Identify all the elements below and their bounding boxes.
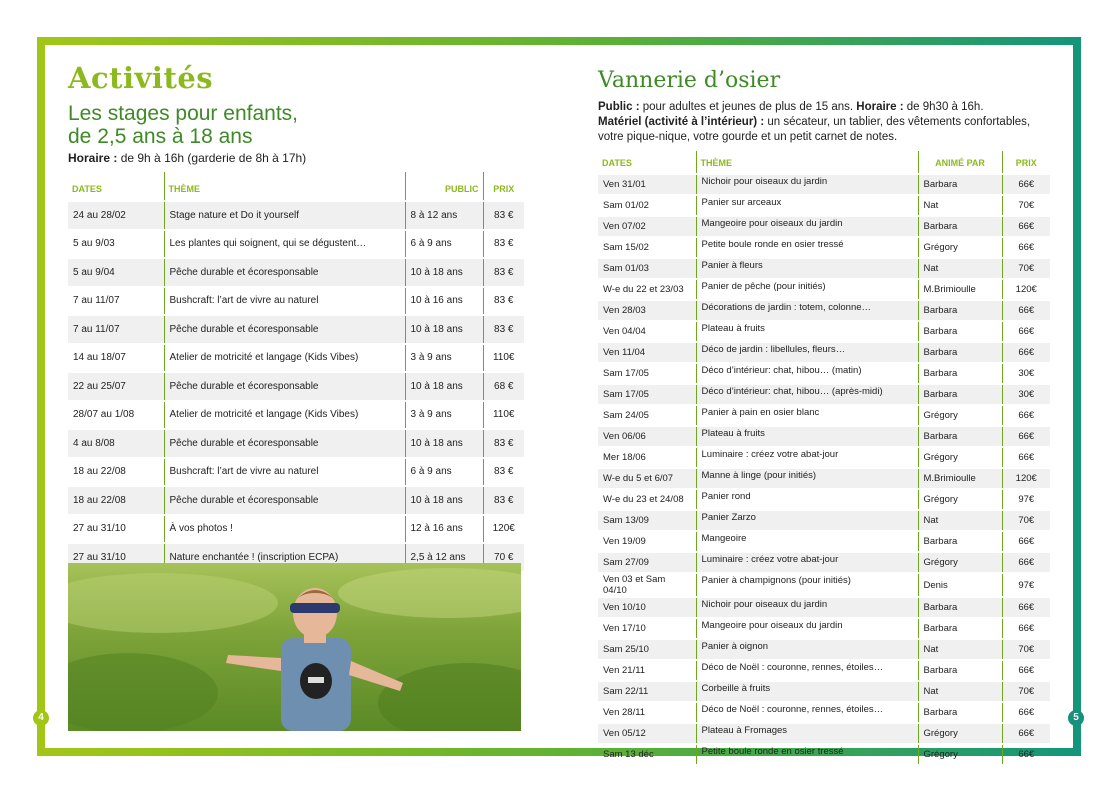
anime-cell: Grégory xyxy=(918,723,1002,744)
dates-cell: Sam 22/11 xyxy=(598,681,696,702)
theme-cell: Luminaire : créez votre abat-jour xyxy=(696,447,918,468)
dates-cell: Sam 13/09 xyxy=(598,510,696,531)
anime-cell: Denis xyxy=(918,573,1002,597)
dates-cell: Ven 31/01 xyxy=(598,174,696,195)
theme-cell: Panier à oignon xyxy=(696,639,918,660)
public-cell: 6 à 9 ans xyxy=(405,230,483,259)
dates-cell: 22 au 25/07 xyxy=(68,372,164,401)
prix-cell: 110€ xyxy=(483,401,524,430)
dates-cell: Sam 24/05 xyxy=(598,405,696,426)
prix-cell: 66€ xyxy=(1002,660,1050,681)
theme-cell: Manne à linge (pour initiés) xyxy=(696,468,918,489)
anime-cell: Barbara xyxy=(918,597,1002,618)
header-public: PUBLIC xyxy=(405,172,483,201)
dates-cell: Sam 17/05 xyxy=(598,363,696,384)
anime-cell: Barbara xyxy=(918,384,1002,405)
prix-cell: 70 € xyxy=(483,543,524,571)
theme-cell: Mangeoire xyxy=(696,531,918,552)
theme-cell: Plateau à Fromages xyxy=(696,723,918,744)
prix-cell: 66€ xyxy=(1002,552,1050,573)
theme-cell: Luminaire : créez votre abat-jour xyxy=(696,552,918,573)
anime-cell: Barbara xyxy=(918,174,1002,195)
prix-cell: 66€ xyxy=(1002,321,1050,342)
anime-cell: Nat xyxy=(918,510,1002,531)
dates-cell: Ven 06/06 xyxy=(598,426,696,447)
table-row xyxy=(598,660,1050,681)
dates-cell: Sam 01/02 xyxy=(598,195,696,216)
theme-cell: Pêche durable et écoresponsable xyxy=(164,486,405,515)
header-theme: THÈME xyxy=(164,172,405,201)
stages-schedule-text: de 9h à 16h (garderie de 8h à 17h) xyxy=(117,151,307,165)
anime-cell: Barbara xyxy=(918,618,1002,639)
prix-cell: 70€ xyxy=(1002,510,1050,531)
theme-cell: Petite boule ronde en osier tressé xyxy=(696,744,918,764)
theme-cell: Panier rond xyxy=(696,489,918,510)
dates-cell: 14 au 18/07 xyxy=(68,344,164,373)
dates-cell: Ven 17/10 xyxy=(598,618,696,639)
prix-cell: 120€ xyxy=(483,515,524,544)
public-label: Public : xyxy=(598,101,640,113)
table-row xyxy=(598,279,1050,300)
table-row xyxy=(598,174,1050,195)
theme-cell: Panier à champignons (pour initiés) xyxy=(696,573,918,597)
prix-cell: 66€ xyxy=(1002,618,1050,639)
prix-cell: 30€ xyxy=(1002,363,1050,384)
theme-cell: Pêche durable et écoresponsable xyxy=(164,258,405,287)
table-row xyxy=(598,468,1050,489)
table-row xyxy=(598,237,1050,258)
anime-cell: Barbara xyxy=(918,300,1002,321)
anime-cell: Barbara xyxy=(918,426,1002,447)
dates-cell: 24 au 28/02 xyxy=(68,201,164,230)
table-row xyxy=(68,258,524,287)
stages-schedule xyxy=(68,151,524,166)
table-row xyxy=(598,510,1050,531)
table-row xyxy=(598,363,1050,384)
dates-cell: Ven 07/02 xyxy=(598,216,696,237)
table-row xyxy=(598,744,1050,764)
table-row xyxy=(598,702,1050,723)
prix-cell: 83 € xyxy=(483,287,524,316)
header-prix: PRIX xyxy=(493,184,515,194)
left-page xyxy=(68,60,524,571)
table-row xyxy=(598,681,1050,702)
dates-cell: Ven 19/09 xyxy=(598,531,696,552)
dates-cell: W-e du 23 et 24/08 xyxy=(598,489,696,510)
dates-cell: Ven 28/03 xyxy=(598,300,696,321)
prix-cell: 120€ xyxy=(1002,279,1050,300)
header-anime-par: ANIMÉ PAR xyxy=(918,151,1002,174)
table-row xyxy=(68,372,524,401)
prix-cell: 66€ xyxy=(1002,216,1050,237)
theme-cell: Atelier de motricité et langage (Kids Vibes) xyxy=(164,401,405,430)
theme-cell: À vos photos ! xyxy=(164,515,405,544)
dates-cell: W-e du 22 et 23/03 xyxy=(598,279,696,300)
anime-cell: Nat xyxy=(918,195,1002,216)
table-row xyxy=(68,486,524,515)
table-row xyxy=(68,515,524,544)
prix-cell: 66€ xyxy=(1002,426,1050,447)
vannerie-table-header xyxy=(598,151,1050,174)
page-number-right: 5 xyxy=(1068,710,1084,726)
dates-cell: 18 au 22/08 xyxy=(68,486,164,515)
dates-cell: 5 au 9/03 xyxy=(68,230,164,259)
theme-cell: Stage nature et Do it yourself xyxy=(164,201,405,230)
dates-cell: 28/07 au 1/08 xyxy=(68,401,164,430)
theme-cell: Déco de Noël : couronne, rennes, étoiles… xyxy=(696,702,918,723)
dates-cell: 18 au 22/08 xyxy=(68,458,164,487)
table-row xyxy=(598,384,1050,405)
anime-cell: Barbara xyxy=(918,216,1002,237)
prix-cell: 66€ xyxy=(1002,702,1050,723)
prix-cell: 70€ xyxy=(1002,681,1050,702)
table-row xyxy=(598,447,1050,468)
table-row xyxy=(598,597,1050,618)
dates-cell: 7 au 11/07 xyxy=(68,287,164,316)
theme-cell: Pêche durable et écoresponsable xyxy=(164,429,405,458)
dates-cell: 4 au 8/08 xyxy=(68,429,164,458)
theme-cell: Atelier de motricité et langage (Kids Vibes) xyxy=(164,344,405,373)
theme-cell: Panier sur arceaux xyxy=(696,195,918,216)
table-row xyxy=(68,401,524,430)
dates-cell: Sam 25/10 xyxy=(598,639,696,660)
public-cell: 10 à 18 ans xyxy=(405,372,483,401)
anime-cell: Barbara xyxy=(918,702,1002,723)
stages-subtitle-line-2: de 2,5 ans à 18 ans xyxy=(68,125,253,148)
theme-cell: Décorations de jardin : totem, colonne… xyxy=(696,300,918,321)
materiel-label: Matériel (activité à l’intérieur) : xyxy=(598,116,765,128)
theme-cell: Déco de jardin : libellules, fleurs… xyxy=(696,342,918,363)
anime-cell: Barbara xyxy=(918,531,1002,552)
theme-cell: Plateau à fruits xyxy=(696,426,918,447)
prix-cell: 120€ xyxy=(1002,468,1050,489)
dates-cell: Sam 15/02 xyxy=(598,237,696,258)
prix-cell: 66€ xyxy=(1002,597,1050,618)
table-row xyxy=(68,429,524,458)
public-cell: 8 à 12 ans xyxy=(405,201,483,230)
table-row xyxy=(68,315,524,344)
prix-cell: 66€ xyxy=(1002,300,1050,321)
vannerie-table xyxy=(598,151,1050,764)
anime-cell: Grégory xyxy=(918,447,1002,468)
theme-cell: Déco de Noël : couronne, rennes, étoiles… xyxy=(696,660,918,681)
anime-cell: M.Brimioulle xyxy=(918,468,1002,489)
horaire-label: Horaire : xyxy=(856,101,904,113)
prix-cell: 70€ xyxy=(1002,195,1050,216)
dates-cell: Ven 10/10 xyxy=(598,597,696,618)
theme-cell: Mangeoire pour oiseaux du jardin xyxy=(696,216,918,237)
photo-illustration xyxy=(68,563,521,731)
dates-cell: Ven 04/04 xyxy=(598,321,696,342)
prix-cell: 66€ xyxy=(1002,237,1050,258)
anime-cell: Nat xyxy=(918,681,1002,702)
theme-cell: Petite boule ronde en osier tressé xyxy=(696,237,918,258)
prix-cell: 83 € xyxy=(483,458,524,487)
theme-cell: Panier Zarzo xyxy=(696,510,918,531)
dates-cell: Mer 18/06 xyxy=(598,447,696,468)
anime-cell: Grégory xyxy=(918,552,1002,573)
anime-cell: Barbara xyxy=(918,363,1002,384)
anime-cell: Grégory xyxy=(918,237,1002,258)
public-text: pour adultes et jeunes de plus de 15 ans. xyxy=(639,101,857,113)
header-dates: DATES xyxy=(598,151,696,174)
table-row xyxy=(598,258,1050,279)
prix-cell: 66€ xyxy=(1002,531,1050,552)
public-cell: 3 à 9 ans xyxy=(405,401,483,430)
theme-cell: Panier à fleurs xyxy=(696,258,918,279)
table-row xyxy=(598,639,1050,660)
theme-cell: Corbeille à fruits xyxy=(696,681,918,702)
prix-cell: 66€ xyxy=(1002,342,1050,363)
public-cell: 10 à 18 ans xyxy=(405,429,483,458)
theme-cell: Déco d’intérieur: chat, hibou… (matin) xyxy=(696,363,918,384)
theme-cell: Plateau à fruits xyxy=(696,321,918,342)
theme-cell: Pêche durable et écoresponsable xyxy=(164,315,405,344)
prix-cell: 66€ xyxy=(1002,174,1050,195)
anime-cell: Grégory xyxy=(918,744,1002,764)
public-cell: 12 à 16 ans xyxy=(405,515,483,544)
prix-cell: 83 € xyxy=(483,486,524,515)
table-row xyxy=(598,342,1050,363)
table-row xyxy=(68,344,524,373)
prix-cell: 110€ xyxy=(483,344,524,373)
theme-cell: Nichoir pour oiseaux du jardin xyxy=(696,174,918,195)
theme-cell: Nichoir pour oiseaux du jardin xyxy=(696,597,918,618)
dates-cell: Sam 13 déc xyxy=(598,744,696,764)
anime-cell: Nat xyxy=(918,258,1002,279)
prix-cell: 70€ xyxy=(1002,639,1050,660)
table-row xyxy=(598,552,1050,573)
table-row xyxy=(598,489,1050,510)
header-theme: THÈME xyxy=(696,151,918,174)
anime-cell: Grégory xyxy=(918,405,1002,426)
theme-cell: Bushcraft: l’art de vivre au naturel xyxy=(164,458,405,487)
table-row xyxy=(68,230,524,259)
table-row xyxy=(598,618,1050,639)
stages-subtitle-line-1: Les stages pour enfants, xyxy=(68,102,298,125)
table-row xyxy=(68,458,524,487)
stages-schedule-label: Horaire : xyxy=(68,151,118,165)
prix-cell: 97€ xyxy=(1002,489,1050,510)
theme-cell: Panier de pêche (pour initiés) xyxy=(696,279,918,300)
header-dates: DATES xyxy=(68,172,164,201)
prix-cell: 66€ xyxy=(1002,723,1050,744)
dates-cell: Sam 27/09 xyxy=(598,552,696,573)
vannerie-info xyxy=(598,100,1050,145)
anime-cell: Nat xyxy=(918,639,1002,660)
dates-cell: Ven 11/04 xyxy=(598,342,696,363)
public-cell: 6 à 9 ans xyxy=(405,458,483,487)
materiel-text: un sécateur, un tablier, des vêtements confortables, votre pique-nique, votre gourde et un petit carnet de notes. xyxy=(598,116,1031,143)
prix-cell: 70€ xyxy=(1002,258,1050,279)
table-row xyxy=(598,426,1050,447)
public-cell: 10 à 18 ans xyxy=(405,486,483,515)
dates-cell: Sam 01/03 xyxy=(598,258,696,279)
table-row xyxy=(68,201,524,230)
theme-cell: Nature enchantée ! (inscription ECPA) xyxy=(164,543,405,571)
public-cell: 2,5 à 12 ans xyxy=(405,543,483,571)
dates-cell: Ven 05/12 xyxy=(598,723,696,744)
dates-cell: Sam 17/05 xyxy=(598,384,696,405)
theme-cell: Mangeoire pour oiseaux du jardin xyxy=(696,618,918,639)
prix-cell: 97€ xyxy=(1002,573,1050,597)
right-page xyxy=(598,66,1050,764)
prix-cell: 83 € xyxy=(483,230,524,259)
table-row xyxy=(598,723,1050,744)
table-row xyxy=(598,300,1050,321)
dates-cell: 27 au 31/10 xyxy=(68,543,164,571)
public-cell: 10 à 16 ans xyxy=(405,287,483,316)
table-row xyxy=(598,405,1050,426)
table-row xyxy=(598,573,1050,597)
dates-cell: W-e du 5 et 6/07 xyxy=(598,468,696,489)
stages-subtitle xyxy=(68,102,524,148)
prix-cell: 68 € xyxy=(483,372,524,401)
prix-cell: 83 € xyxy=(483,258,524,287)
dates-cell: 5 au 9/04 xyxy=(68,258,164,287)
table-row xyxy=(598,195,1050,216)
prix-cell: 83 € xyxy=(483,201,524,230)
prix-cell: 83 € xyxy=(483,429,524,458)
dates-cell: 27 au 31/10 xyxy=(68,515,164,544)
anime-cell: Barbara xyxy=(918,342,1002,363)
stages-table-header xyxy=(68,172,524,201)
vannerie-title: Vannerie d’osier xyxy=(598,68,781,93)
prix-cell: 30€ xyxy=(1002,384,1050,405)
theme-cell: Bushcraft: l’art de vivre au naturel xyxy=(164,287,405,316)
horaire-text: de 9h30 à 16h. xyxy=(903,101,984,113)
theme-cell: Panier à pain en osier blanc xyxy=(696,405,918,426)
anime-cell: Grégory xyxy=(918,489,1002,510)
anime-cell: Barbara xyxy=(918,660,1002,681)
dates-cell: 7 au 11/07 xyxy=(68,315,164,344)
theme-cell: Pêche durable et écoresponsable xyxy=(164,372,405,401)
theme-cell: Les plantes qui soignent, qui se dégustent… xyxy=(164,230,405,259)
anime-cell: Barbara xyxy=(918,321,1002,342)
table-row xyxy=(598,321,1050,342)
public-cell: 10 à 18 ans xyxy=(405,258,483,287)
theme-cell: Déco d’intérieur: chat, hibou… (après-midi) xyxy=(696,384,918,405)
activities-title: Activités xyxy=(68,61,214,95)
dates-cell: Ven 03 et Sam 04/10 xyxy=(598,573,696,597)
prix-cell: 83 € xyxy=(483,315,524,344)
table-row xyxy=(598,216,1050,237)
header-prix: PRIX xyxy=(1015,158,1037,168)
anime-cell: M.Brimioulle xyxy=(918,279,1002,300)
public-cell: 10 à 18 ans xyxy=(405,315,483,344)
table-row xyxy=(68,287,524,316)
stages-table xyxy=(68,172,524,571)
public-cell: 3 à 9 ans xyxy=(405,344,483,373)
table-row xyxy=(598,531,1050,552)
child-blindfold-photo xyxy=(68,563,521,731)
prix-cell: 66€ xyxy=(1002,744,1050,764)
dates-cell: Ven 28/11 xyxy=(598,702,696,723)
page-number-left: 4 xyxy=(33,710,49,726)
dates-cell: Ven 21/11 xyxy=(598,660,696,681)
prix-cell: 66€ xyxy=(1002,405,1050,426)
prix-cell: 66€ xyxy=(1002,447,1050,468)
